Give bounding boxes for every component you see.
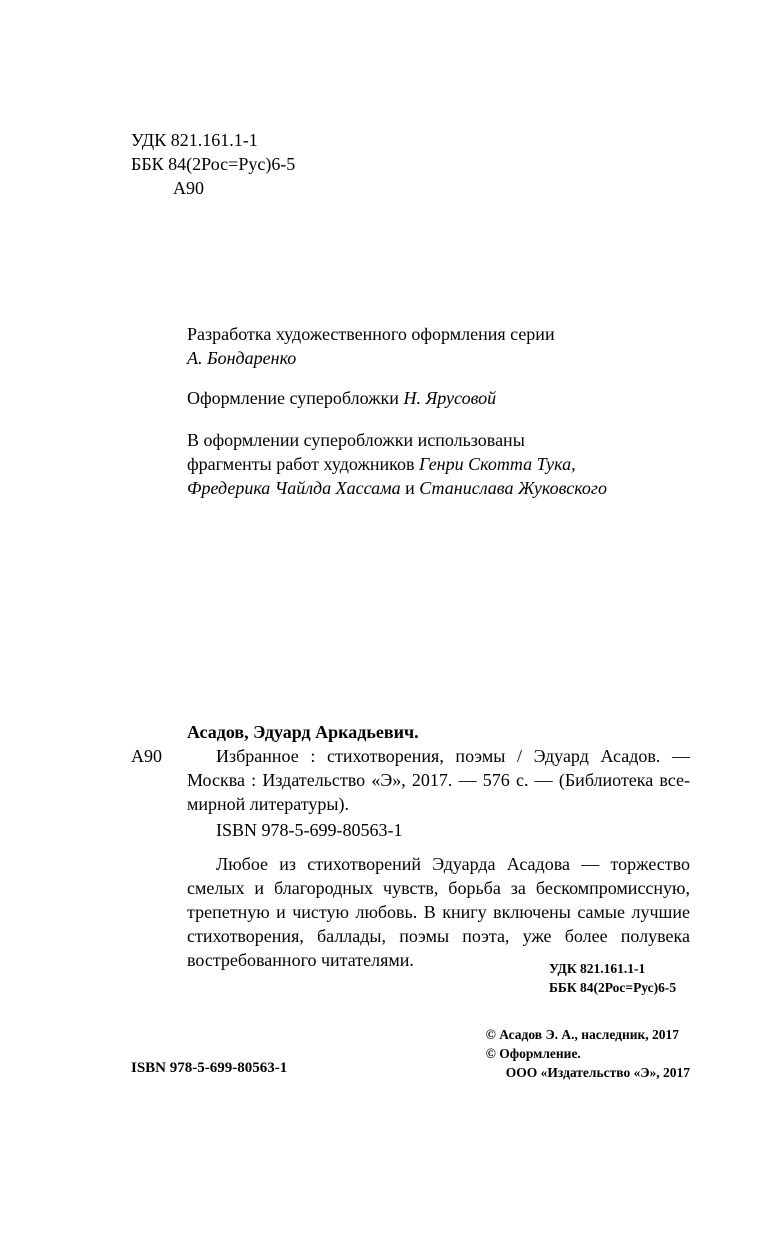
footer-codes <box>549 959 676 997</box>
catalog-isbn: ISBN 978-5-699-80563-1 <box>216 820 403 840</box>
jacket-fragments-text: фрагменты работ художников <box>187 454 415 474</box>
author-sign: А90 <box>173 178 204 198</box>
bbk-code: ББК 84(2Рос=Рус)6-5 <box>131 154 296 174</box>
copyright-publisher: ООО «Издательство «Э», 2017 <box>505 1065 690 1080</box>
udk-code: УДК 821.161.1-1 <box>131 130 258 150</box>
annotation-line3: трепетную и чистую любовь. В книгу включены самые лучшие <box>187 902 690 922</box>
artist-hassam: Фредерика Чайлда Хассама <box>187 478 401 498</box>
jacket-fragments-credit <box>187 428 607 500</box>
footer-isbn: ISBN 978-5-699-80563-1 <box>131 1060 288 1076</box>
catalog-sign: А90 <box>131 746 162 766</box>
catalog-desc-line3: мирной литературы). <box>187 794 349 814</box>
annotation <box>187 852 690 972</box>
catalog-desc-line1: Избранное : стихотворения, поэмы / Эдуард Асадов. — <box>216 746 690 766</box>
series-design-credit <box>187 322 555 370</box>
footer-bbk: ББК 84(2Рос=Рус)6-5 <box>549 980 677 995</box>
footer-udk: УДК 821.161.1-1 <box>549 961 646 976</box>
copyright-block <box>486 1025 690 1082</box>
copyright-design: © Оформление. <box>485 1046 581 1061</box>
jacket-design-credit <box>187 386 496 410</box>
classification-block <box>131 128 295 200</box>
series-design-author: А. Бондаренко <box>187 348 297 368</box>
jacket-design-text: Оформление суперобложки <box>187 388 399 408</box>
series-design-text: Разработка художественного оформления серии <box>187 324 555 344</box>
jacket-design-author: Н. Ярусовой <box>403 388 497 408</box>
artist-tuke: Генри Скотта Тука, <box>418 454 576 474</box>
annotation-line2: смелых и благородных чувств, борьба за бескомпромиссную, <box>187 878 690 898</box>
copyright-author: © Асадов Э. А., наследник, 2017 <box>485 1027 680 1042</box>
annotation-line5: востребованного читателями. <box>187 950 414 970</box>
annotation-line1: Любое из стихотворений Эдуарда Асадова — торжество <box>216 854 690 874</box>
catalog-author-heading: Асадов, Эдуард Аркадьевич. <box>187 722 419 742</box>
catalog-description <box>187 744 690 816</box>
jacket-fragments-line1: В оформлении суперобложки использованы <box>187 430 525 450</box>
catalog-desc-line2: Москва : Издательство «Э», 2017. — 576 с. — (Библиотека все- <box>187 770 690 790</box>
annotation-line4: стихотворения, баллады, поэмы поэта, уже более полувека <box>187 926 690 946</box>
conjunction: и <box>405 478 415 498</box>
artist-zhukovsky: Станислава Жуковского <box>419 478 607 498</box>
